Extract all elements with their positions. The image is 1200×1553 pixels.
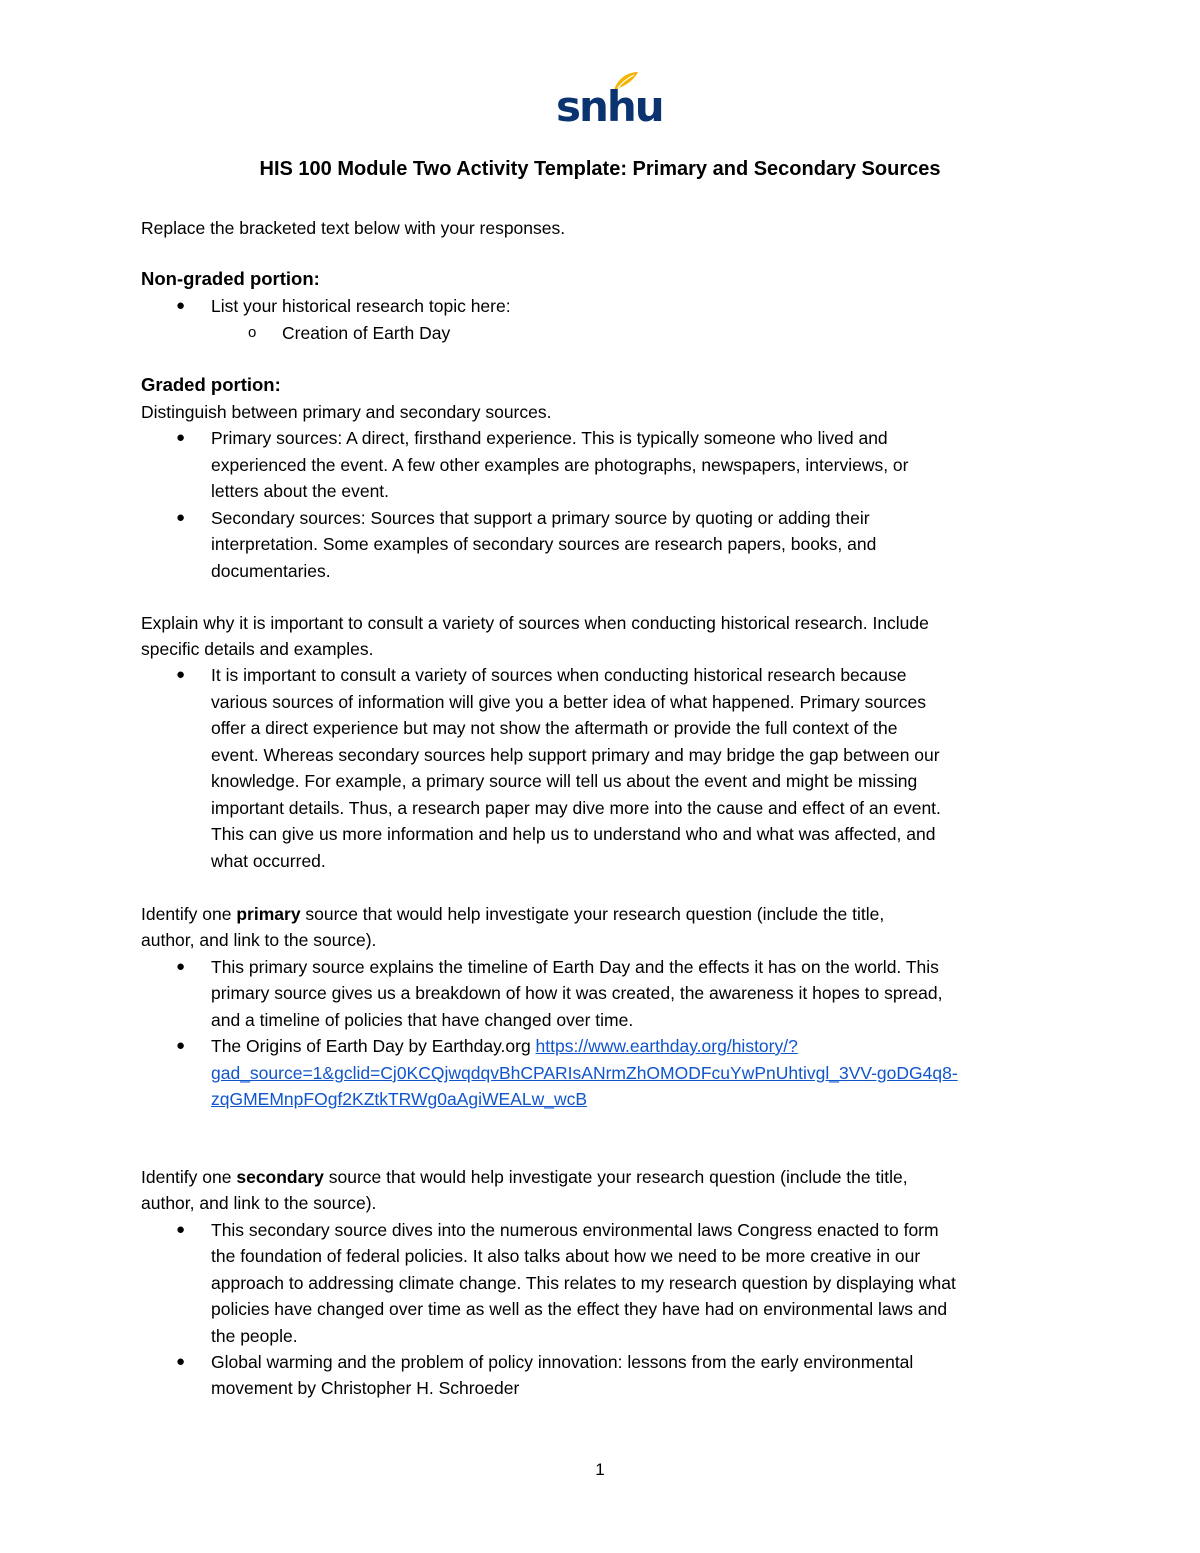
secondary-citation-line: movement by Christopher H. Schroeder	[211, 1378, 520, 1398]
secondary-definition-line: Secondary sources: Sources that support a primary source by quoting or adding their	[211, 508, 870, 528]
topic-answer: Creation of Earth Day	[282, 323, 451, 343]
instructions-text: Replace the bracketed text below with your responses.	[141, 218, 566, 238]
bullet-icon: ●	[176, 1037, 186, 1054]
explain-answer-line: knowledge. For example, a primary source will tell us about the event and might be missing	[211, 771, 918, 791]
primary-source-link-line[interactable]: zqGMEMnpFOgf2KZtkTRWg0aAgiWEALw_wcB	[211, 1089, 588, 1109]
secondary-citation-line: Global warming and the problem of policy innovation: lessons from the early environmental	[211, 1352, 914, 1372]
primary-definition-line: letters about the event.	[211, 481, 390, 501]
secondary-definition-line: interpretation. Some examples of secondary sources are research papers, books, and	[211, 534, 877, 554]
secondary-answer-line: policies have changed over time as well as the effect they have had on environmental laws and	[211, 1299, 948, 1319]
bullet-icon: ●	[176, 297, 186, 314]
bullet-icon: ●	[176, 1353, 186, 1370]
sub-bullet-icon: o	[248, 324, 257, 341]
explain-answer-line: important details. Thus, a research paper may dive more into the cause and effect of an event.	[211, 798, 941, 818]
secondary-source-prompt-line2: author, and link to the source).	[141, 1193, 377, 1213]
bullet-icon: ●	[176, 429, 186, 446]
logo-text: snhu	[556, 82, 663, 131]
primary-definition-line: Primary sources: A direct, firsthand experience. This is typically someone who lived and	[211, 428, 888, 448]
primary-source-prompt-line2: author, and link to the source).	[141, 930, 377, 950]
bullet-icon: ●	[176, 958, 186, 975]
explain-answer-line: what occurred.	[211, 851, 326, 871]
distinguish-prompt: Distinguish between primary and secondary sources.	[141, 402, 552, 422]
primary-source-link[interactable]: https://www.earthday.org/history/?	[535, 1036, 798, 1056]
snhu-logo	[556, 70, 663, 132]
secondary-answer-line: approach to addressing climate change. This relates to my research question by displaying what	[211, 1273, 956, 1293]
nongraded-heading: Non-graded portion:	[141, 268, 320, 289]
bullet-icon: ●	[176, 666, 186, 683]
primary-definition-line: experienced the event. A few other examples are photographs, newspapers, interviews, or	[211, 455, 909, 475]
primary-answer-line: This primary source explains the timeline of Earth Day and the effects it has on the world. This	[211, 957, 939, 977]
secondary-definition-line: documentaries.	[211, 561, 331, 581]
explain-answer-line: various sources of information will give you a better idea of what happened. Primary sources	[211, 692, 926, 712]
explain-answer-line: offer a direct experience but may not show the aftermath or provide the full context of the	[211, 718, 898, 738]
primary-citation: The Origins of Earth Day by Earthday.org https://www.earthday.org/history/?	[211, 1036, 798, 1056]
secondary-answer-line: This secondary source dives into the numerous environmental laws Congress enacted to form	[211, 1220, 939, 1240]
bullet-icon: ●	[176, 509, 186, 526]
secondary-answer-line: the foundation of federal policies. It also talks about how we need to be more creative in our	[211, 1246, 921, 1266]
primary-answer-line: primary source gives us a breakdown of how it was created, the awareness it hopes to spread,	[211, 983, 943, 1003]
bullet-icon: ●	[176, 1221, 186, 1238]
page-title: HIS 100 Module Two Activity Template: Primary and Secondary Sources	[259, 158, 941, 180]
explain-prompt-line: Explain why it is important to consult a variety of sources when conducting historical research. Include	[141, 613, 929, 633]
primary-source-prompt: Identify one primary source that would help investigate your research question (include the title,	[141, 904, 885, 924]
secondary-answer-line: the people.	[211, 1326, 298, 1346]
page-number: 1	[595, 1460, 605, 1479]
topic-prompt: List your historical research topic here:	[211, 296, 511, 316]
explain-answer-line: It is important to consult a variety of sources when conducting historical research because	[211, 665, 907, 685]
primary-answer-line: and a timeline of policies that have changed over time.	[211, 1010, 634, 1030]
explain-answer-line: This can give us more information and help us to understand who and what was affected, and	[211, 824, 936, 844]
graded-heading: Graded portion:	[141, 374, 281, 395]
explain-answer-line: event. Whereas secondary sources help support primary and may bridge the gap between our	[211, 745, 940, 765]
secondary-source-prompt: Identify one secondary source that would help investigate your research question (include the title,	[141, 1167, 908, 1187]
explain-prompt-line: specific details and examples.	[141, 639, 374, 659]
primary-source-link-line[interactable]: gad_source=1&gclid=Cj0KCQjwqdqvBhCPARIsANrmZhOMODFcuYwPnUhtivgl_3VV-goDG4q8-	[211, 1063, 958, 1083]
